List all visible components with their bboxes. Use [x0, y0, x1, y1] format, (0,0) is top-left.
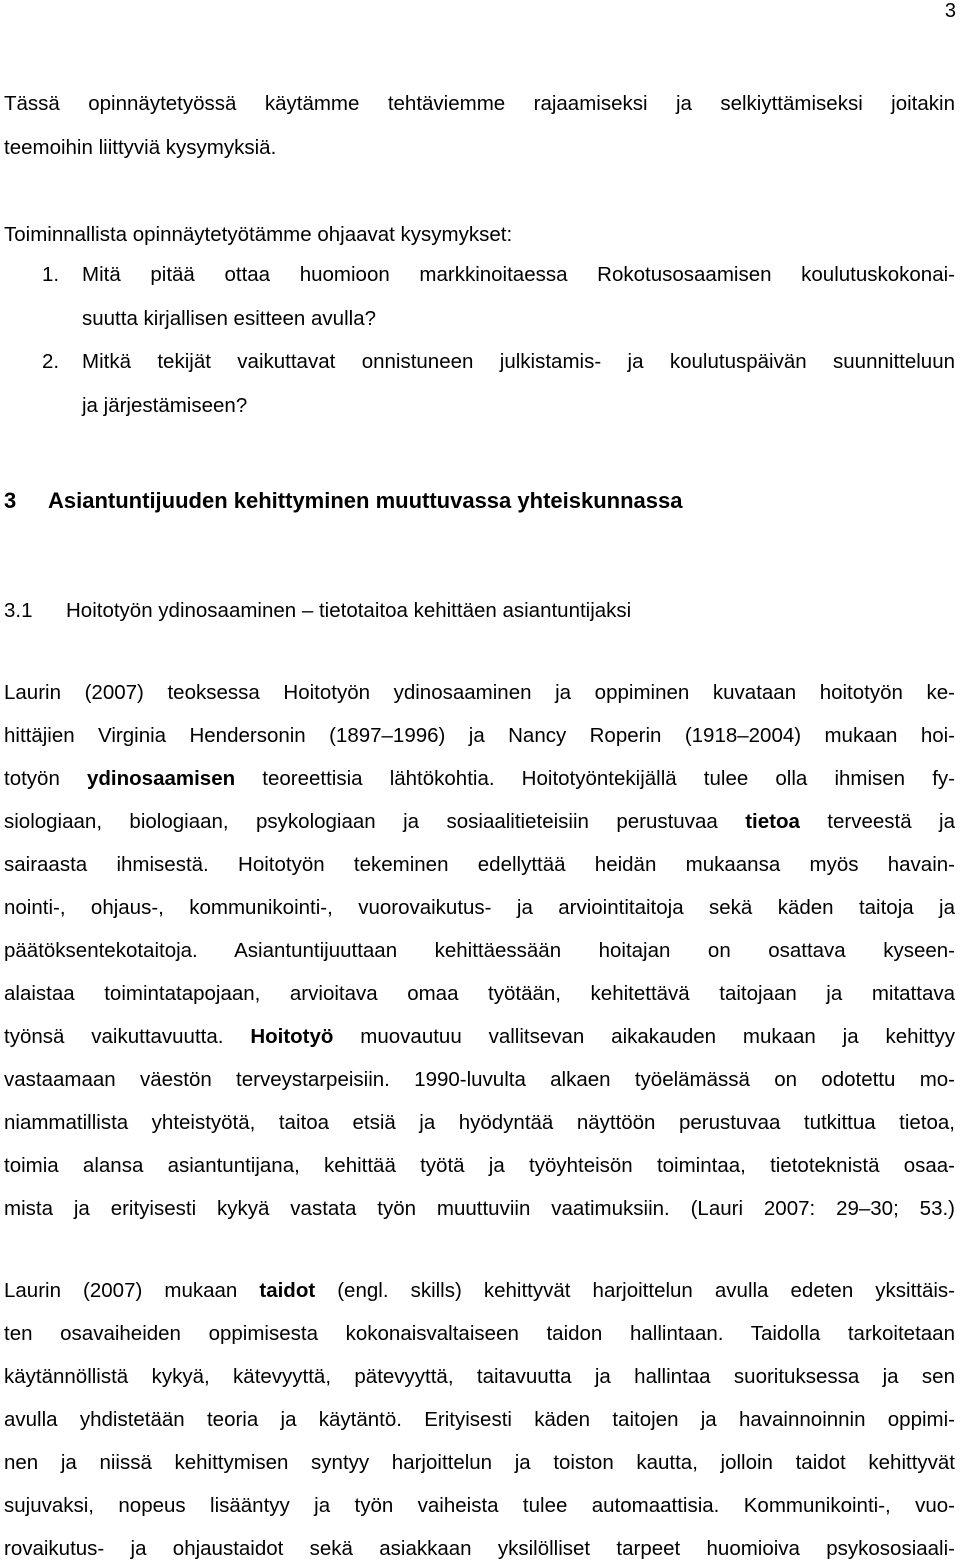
p2-line-6: sujuvaksi, nopeus lisääntyy ja työn vaiheista tulee automaattisia. Kommunikointi-, vuo- [4, 1494, 955, 1517]
section-heading-number: 3 [4, 488, 17, 513]
p2-line-1 [4, 1278, 955, 1304]
question-1-line-1: Mitä pitää ottaa huomioon markkinoitaessa Rokotusosaamisen koulutuskokonai- [82, 263, 955, 286]
p2-line-5: nen ja niissä kehittymisen syntyy harjoittelun ja toiston kautta, jolloin taidot kehittyvät [4, 1451, 955, 1474]
p1-line-3-c: teoreettisia lähtökohtia. Hoitotyöntekijällä tulee olla ihmisen fy- [235, 767, 956, 790]
question-2-number: 2. [42, 350, 60, 373]
subsection-heading-number: 3.1 [4, 599, 33, 622]
intro-line-1: Tässä opinnäytetyössä käytämme tehtäviemme rajaamiseksi ja selkiyttämiseksi joitakin [4, 92, 955, 115]
p1-line-5: sairaasta ihmisestä. Hoitotyön tekeminen edellyttää heidän mukaansa myös havain- [4, 853, 955, 876]
p2-line-7: rovaikutus- ja ohjaustaidot sekä asiakkaan yksilölliset tarpeet huomioiva psykososiaali- [4, 1537, 955, 1560]
intro-line-2: teemoihin liittyviä kysymyksiä. [4, 136, 277, 159]
question-2-line-1: Mitkä tekijät vaikuttavat onnistuneen julkistamis- ja koulutuspäivän suunnitteluun [82, 350, 955, 373]
p1-line-11: niammatillista yhteistyötä, taitoa etsiä ja hyödyntää näyttöön perustuvaa tutkittua tietoa, [4, 1111, 955, 1134]
p2-term-taidot: taidot [259, 1279, 316, 1302]
question-1-line-2: suutta kirjallisen esitteen avulla? [82, 307, 376, 330]
p1-line-12: toimia alansa asiantuntijana, kehittää työtä ja työyhteisön toimintaa, tietoteknistä osaa- [4, 1154, 955, 1177]
p1-line-9 [4, 1024, 955, 1050]
section-heading-text: Asiantuntijuuden kehittyminen muuttuvassa yhteiskunnassa [48, 488, 683, 513]
p1-term-hoitotyo: Hoitotyö [250, 1025, 334, 1048]
p1-line-1: Laurin (2007) teoksessa Hoitotyön ydinosaaminen ja oppiminen kuvataan hoitotyön ke- [4, 681, 955, 704]
p1-line-7: päätöksentekotaitoja. Asiantuntijuuttaan kehittäessään hoitajan on osattava kyseen- [4, 939, 955, 962]
section-heading [4, 487, 682, 515]
p1-line-2: hittäjien Virginia Hendersonin (1897–1996) ja Nancy Roperin (1918–2004) mukaan hoi- [4, 724, 955, 747]
p2-line-4: avulla yhdistetään teoria ja käytäntö. Erityisesti käden taitojen ja havainnoinnin oppimi- [4, 1408, 955, 1431]
p2-line-1-a: Laurin (2007) mukaan [4, 1279, 260, 1302]
p1-line-10: vastaamaan väestön terveystarpeisiin. 1990-luvulta alkaen työelämässä on odotettu mo- [4, 1068, 955, 1091]
p1-line-3-a: totyön [4, 767, 87, 790]
subsection-heading-text: Hoitotyön ydinosaaminen – tietotaitoa kehittäen asiantuntijaksi [66, 599, 632, 622]
question-2-line-2: ja järjestämiseen? [82, 394, 248, 417]
p1-line-13: mista ja erityisesti kykyä vastata työn muuttuviin vaatimuksiin. (Lauri 2007: 29–30; 53.) [4, 1197, 955, 1220]
p2-line-1-c: (engl. skills) kehittyvät harjoittelun avulla edeten yksittäis- [315, 1279, 956, 1302]
p1-line-6: nointi-, ohjaus-, kommunikointi-, vuorovaikutus- ja arviointitaitoja sekä käden taitoja ja [4, 896, 955, 919]
p1-line-4-a: siologiaan, biologiaan, psykologiaan ja sosiaalitieteisiin perustuvaa [4, 810, 746, 833]
p1-line-3 [4, 766, 955, 792]
p1-line-8: alaistaa toimintatapojaan, arvioitava omaa työtään, kehitettävä taitojaan ja mitattava [4, 982, 955, 1005]
question-1-number: 1. [42, 263, 60, 286]
p1-line-9-a: työnsä vaikuttavuutta. [4, 1025, 251, 1048]
p2-line-3: käytännöllistä kykyä, kätevyyttä, pätevyyttä, taitavuutta ja hallintaa suorituksessa ja sen [4, 1365, 955, 1388]
page-number: 3 [944, 0, 956, 22]
intro-line-3: Toiminnallista opinnäytetyötämme ohjaavat kysymykset: [4, 223, 513, 246]
p2-line-2: ten osavaiheiden oppimisesta kokonaisvaltaiseen taidon hallintaan. Taidolla tarkoitetaan [4, 1322, 955, 1345]
subsection-heading [4, 598, 631, 624]
p1-line-9-c: muovautuu vallitsevan aikakauden mukaan ja kehittyy [333, 1025, 955, 1048]
p1-term-tietoa: tietoa [745, 810, 800, 833]
p1-line-4-c: terveestä ja [799, 810, 955, 833]
p1-line-4 [4, 809, 955, 835]
p1-term-ydinosaamisen: ydinosaamisen [87, 767, 236, 790]
